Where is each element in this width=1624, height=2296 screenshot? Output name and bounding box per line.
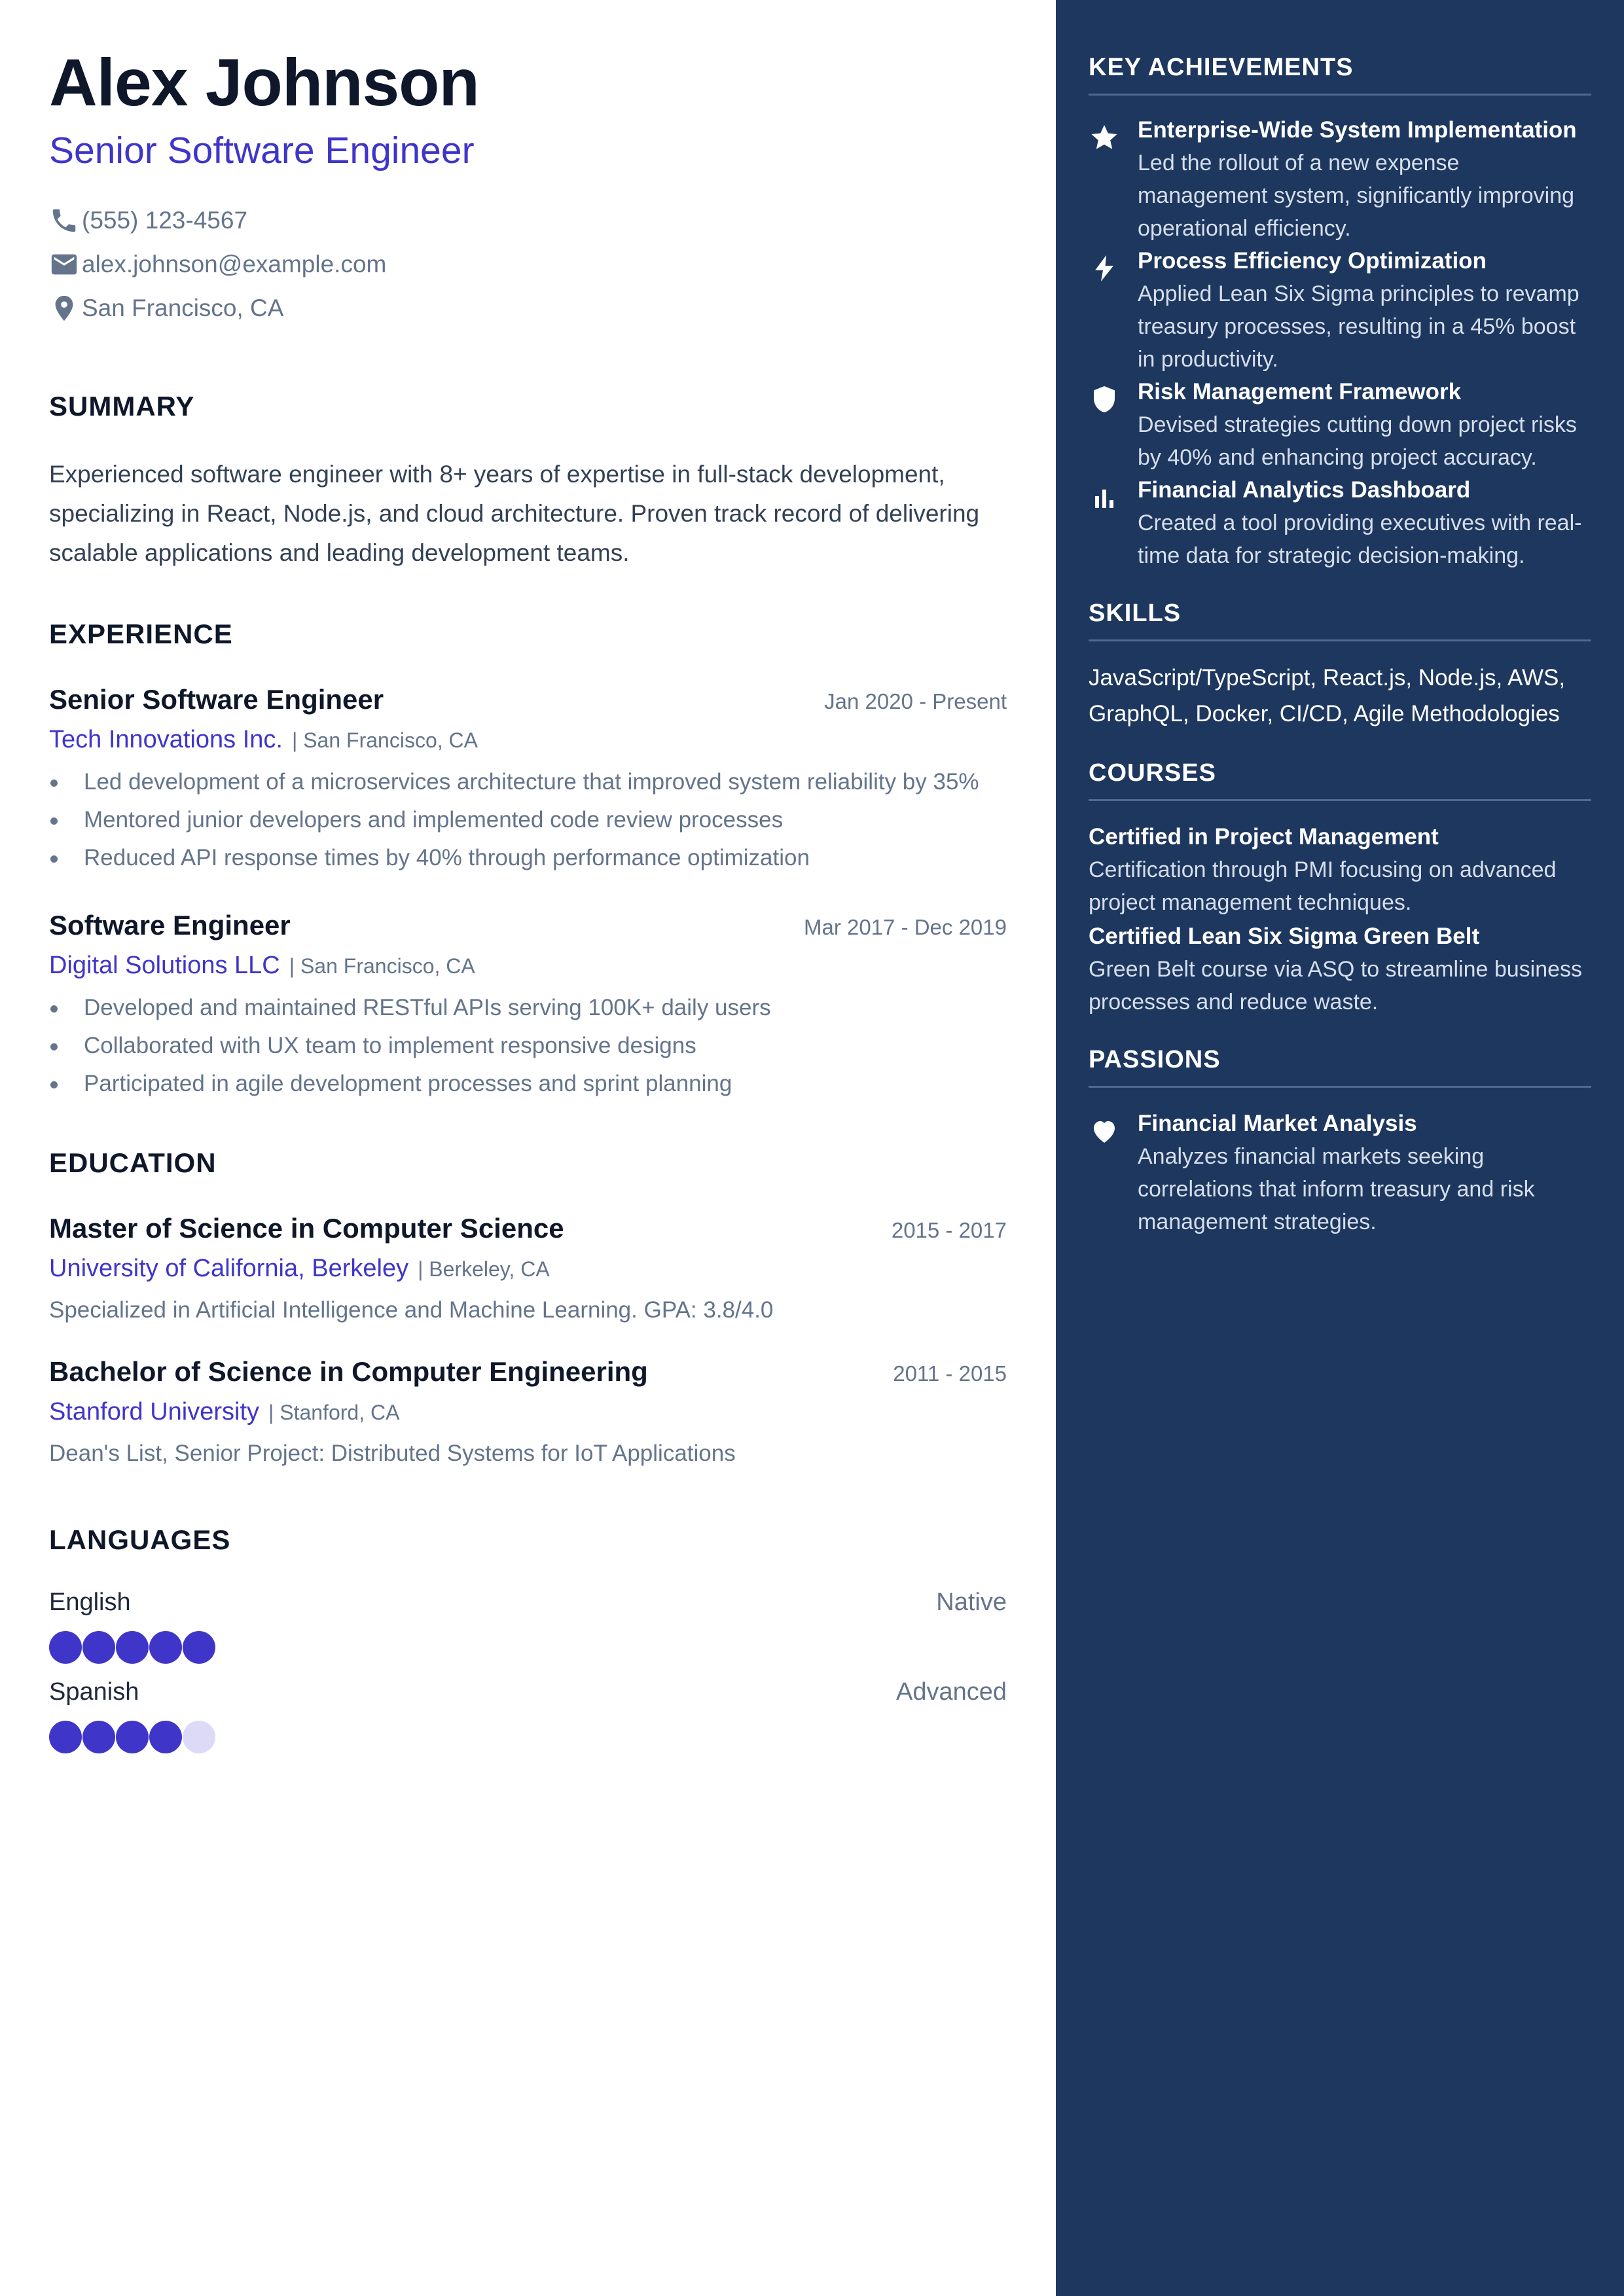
- achievement-item: [1089, 474, 1591, 572]
- passions-section: [1089, 1046, 1591, 1238]
- candidate-title: Senior Software Engineer: [49, 130, 475, 172]
- contact-list: [49, 199, 1007, 331]
- contact-location: [49, 287, 1007, 331]
- location-text: San Francisco, CA: [82, 295, 284, 322]
- education-heading: EDUCATION: [49, 1147, 217, 1178]
- summary-text: Experienced software engineer with 8+ years of expertise in full-stack development, specializing in React, Node.js, and cloud architecture. Proven track record of delivering scalable applications and leading development teams.: [49, 460, 980, 566]
- language-entry: [49, 1678, 1007, 1753]
- courses-section: [1089, 759, 1591, 1018]
- job-bullets: [49, 763, 1007, 877]
- degree-name: Master of Science in Computer Science: [49, 1212, 564, 1244]
- star-icon: [1089, 122, 1120, 153]
- school-location: | Stanford, CA: [268, 1400, 400, 1424]
- degree-name: Bachelor of Science in Computer Engineering: [49, 1355, 648, 1387]
- course-title: Certified in Project Management: [1089, 824, 1439, 850]
- job-role: Software Engineer: [49, 909, 291, 941]
- passion-description: Analyzes financial markets seeking correlations that inform treasury and risk management strategies.: [1138, 1144, 1535, 1234]
- education-dates: 2015 - 2017: [891, 1217, 1007, 1242]
- school-location: | Berkeley, CA: [418, 1257, 550, 1281]
- bullet-item: Led development of a microservices architecture that improved system reliability by 35%: [49, 763, 1007, 801]
- company-location: | San Francisco, CA: [292, 728, 478, 752]
- rating-dot-filled: [149, 1631, 182, 1664]
- education-description: Specialized in Artificial Intelligence and Machine Learning. GPA: 3.8/4.0: [49, 1297, 774, 1323]
- course-title: Certified Lean Six Sigma Green Belt: [1089, 924, 1480, 949]
- job-dates: Jan 2020 - Present: [824, 689, 1007, 713]
- language-name: Spanish: [49, 1677, 139, 1706]
- passion-title: Financial Market Analysis: [1138, 1111, 1417, 1136]
- achievement-description: Led the rollout of a new expense management system, significantly improving operational efficiency.: [1138, 151, 1575, 241]
- language-name: English: [49, 1588, 131, 1616]
- achievement-description: Created a tool providing executives with real-time data for strategic decision-making.: [1138, 511, 1582, 568]
- skills-section: [1089, 600, 1591, 732]
- course-description: Green Belt course via ASQ to streamline business processes and reduce waste.: [1089, 957, 1583, 1014]
- education-dates: 2011 - 2015: [893, 1361, 1007, 1386]
- education-entry: [49, 1213, 1007, 1323]
- rating-dot-filled: [49, 1631, 82, 1664]
- bullet-item: Collaborated with UX team to implement responsive designs: [49, 1027, 1007, 1065]
- languages-heading: LANGUAGES: [49, 1524, 231, 1555]
- candidate-name: Alex Johnson: [49, 45, 479, 120]
- course-description: Certification through PMI focusing on advanced project management techniques.: [1089, 857, 1557, 915]
- rating-dot-filled: [82, 1631, 115, 1664]
- bullet-item: Participated in agile development processes and sprint planning: [49, 1065, 1007, 1103]
- lightning-icon: [1089, 253, 1120, 284]
- bar-chart-icon: [1089, 482, 1120, 513]
- summary-heading: SUMMARY: [49, 390, 195, 422]
- location-pin-icon: [49, 293, 79, 323]
- phone-icon: [49, 206, 79, 236]
- rating-dot-filled: [116, 1631, 149, 1664]
- rating-dot-filled: [82, 1721, 115, 1753]
- rating-dot-empty: [183, 1721, 215, 1753]
- company-location: | San Francisco, CA: [289, 954, 475, 978]
- email-icon: [49, 249, 79, 279]
- bullet-item: Mentored junior developers and implemented code review processes: [49, 801, 1007, 839]
- skills-heading: SKILLS: [1089, 600, 1591, 641]
- sidebar: [1056, 0, 1624, 2296]
- language-entry: [49, 1588, 1007, 1664]
- experience-heading: EXPERIENCE: [49, 618, 233, 649]
- school-name: Stanford University: [49, 1397, 260, 1426]
- achievement-item: [1089, 376, 1591, 474]
- language-rating: [49, 1721, 1007, 1753]
- rating-dot-filled: [183, 1631, 215, 1664]
- job-role: Senior Software Engineer: [49, 683, 384, 715]
- heart-icon: [1089, 1115, 1120, 1147]
- passion-item: [1089, 1107, 1591, 1238]
- language-level: Advanced: [895, 1677, 1007, 1706]
- bullet-item: Developed and maintained RESTful APIs serving 100K+ daily users: [49, 989, 1007, 1027]
- language-level: Native: [936, 1588, 1007, 1616]
- email-text[interactable]: alex.johnson@example.com: [82, 251, 387, 278]
- phone-text: (555) 123-4567: [82, 207, 248, 234]
- rating-dot-filled: [49, 1721, 82, 1753]
- courses-heading: COURSES: [1089, 759, 1591, 801]
- achievement-title: Enterprise-Wide System Implementation: [1138, 117, 1577, 143]
- education-entry: [49, 1356, 1007, 1467]
- achievement-title: Risk Management Framework: [1138, 379, 1462, 404]
- achievement-description: Devised strategies cutting down project risks by 40% and enhancing project accuracy.: [1138, 412, 1577, 470]
- job-bullets: [49, 989, 1007, 1103]
- achievement-description: Applied Lean Six Sigma principles to revamp treasury processes, resulting in a 45% boost in productivity.: [1138, 281, 1579, 372]
- company-name: Tech Innovations Inc.: [49, 725, 283, 753]
- rating-dot-filled: [149, 1721, 182, 1753]
- language-rating: [49, 1631, 1007, 1664]
- achievement-item: [1089, 114, 1591, 245]
- education-description: Dean's List, Senior Project: Distributed Systems for IoT Applications: [49, 1440, 736, 1466]
- job-dates: Mar 2017 - Dec 2019: [803, 914, 1007, 939]
- school-name: University of California, Berkeley: [49, 1254, 409, 1282]
- passions-heading: PASSIONS: [1089, 1046, 1591, 1088]
- bullet-item: Reduced API response times by 40% through performance optimization: [49, 839, 1007, 877]
- skills-text: JavaScript/TypeScript, React.js, Node.js, AWS, GraphQL, Docker, CI/CD, Agile Methodologies: [1089, 665, 1566, 726]
- achievement-title: Financial Analytics Dashboard: [1138, 477, 1471, 503]
- company-name: Digital Solutions LLC: [49, 951, 280, 979]
- achievement-title: Process Efficiency Optimization: [1138, 248, 1487, 274]
- rating-dot-filled: [116, 1721, 149, 1753]
- achievements-heading: KEY ACHIEVEMENTS: [1089, 54, 1591, 96]
- experience-entry: [49, 910, 1007, 1103]
- shield-icon: [1089, 384, 1120, 415]
- contact-email: [49, 243, 1007, 287]
- contact-phone: [49, 199, 1007, 243]
- achievement-item: [1089, 245, 1591, 376]
- achievements-section: [1089, 54, 1591, 572]
- experience-entry: [49, 684, 1007, 877]
